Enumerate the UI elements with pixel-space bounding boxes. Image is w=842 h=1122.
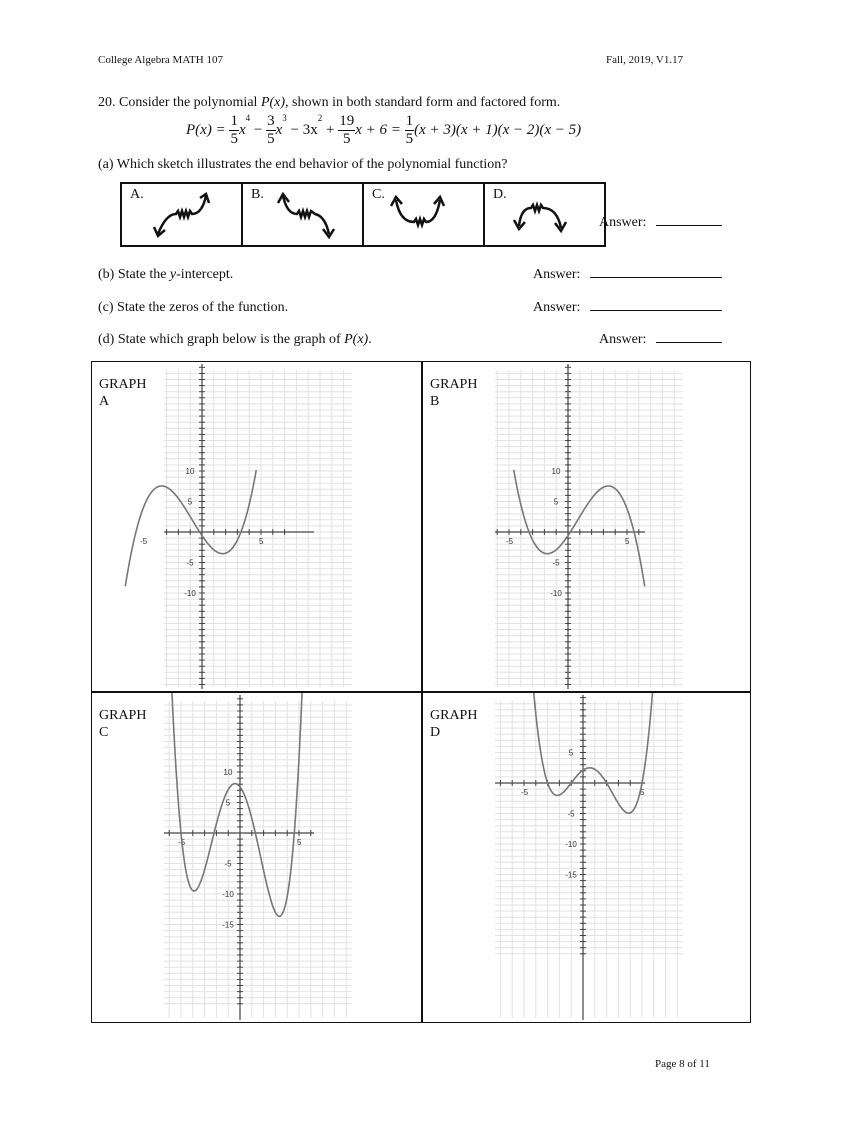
graph-c-plot bbox=[92, 693, 421, 1022]
exp-2: 2 bbox=[317, 113, 323, 123]
graph-c[interactable] bbox=[92, 693, 422, 1024]
factored-form: (x + 3)(x + 1)(x − 2)(x − 5) bbox=[414, 121, 582, 138]
answer-d-blank[interactable] bbox=[656, 342, 722, 343]
part-b-text bbox=[98, 267, 233, 283]
graph-d-title: GRAPH D bbox=[430, 708, 478, 740]
end-behavior-sketch-b bbox=[243, 184, 362, 245]
sketch-label: A. bbox=[130, 187, 144, 202]
x-tick-label: -5 bbox=[506, 537, 514, 546]
answer-d bbox=[599, 332, 722, 348]
intro-text-pre: Consider the polynomial bbox=[115, 95, 261, 110]
graphs-grid bbox=[91, 361, 751, 1023]
y-tick-label: -10 bbox=[565, 840, 577, 849]
x-tick-label: -5 bbox=[521, 788, 529, 797]
question-number: 20. bbox=[98, 95, 116, 110]
end-behavior-sketch-c bbox=[364, 184, 483, 245]
sketch-label: D. bbox=[493, 187, 507, 202]
graph-b-title: GRAPH B bbox=[430, 377, 478, 409]
term-version: Fall, 2019, V1.17 bbox=[606, 54, 684, 66]
part-b-pre: (b) State the bbox=[98, 267, 170, 282]
y-tick-label: 5 bbox=[225, 798, 231, 808]
end-behavior-sketch-a bbox=[122, 184, 241, 245]
part-b-var: y bbox=[169, 267, 177, 282]
sketch-label: B. bbox=[251, 187, 264, 202]
y-tick-label: 5 bbox=[568, 748, 574, 758]
y-tick-label: 5 bbox=[187, 497, 193, 507]
question-intro bbox=[98, 95, 560, 111]
sketch-label: C. bbox=[372, 187, 385, 202]
answer-b bbox=[533, 267, 722, 283]
exp-3: 3 bbox=[282, 113, 287, 123]
part-d-pre: (d) State which graph below is the graph of bbox=[98, 332, 345, 347]
y-tick-label: -5 bbox=[224, 859, 232, 869]
answer-label: Answer: bbox=[533, 300, 581, 315]
polynomial-formula bbox=[186, 113, 581, 148]
part-d-post: . bbox=[368, 332, 372, 347]
sketch-option-b[interactable] bbox=[242, 183, 363, 246]
y-tick-label: -10 bbox=[550, 589, 562, 598]
intro-text-post: , shown in both standard form and factored form. bbox=[285, 95, 561, 110]
y-tick-label: -5 bbox=[567, 809, 575, 819]
fraction-3: $\frac{19}{5}$ bbox=[339, 113, 355, 147]
end-behavior-sketch-d bbox=[485, 184, 604, 245]
answer-label: Answer: bbox=[599, 215, 647, 230]
fraction-4: $\frac{1}{5}$ bbox=[405, 113, 414, 147]
var-x: x bbox=[275, 121, 283, 138]
part-b-post: -intercept. bbox=[176, 267, 234, 282]
part-d-fn: P(x) bbox=[344, 332, 369, 347]
x-tick-label: 5 bbox=[640, 788, 645, 797]
y-tick-label: 10 bbox=[185, 467, 195, 476]
graph-a[interactable] bbox=[92, 362, 422, 693]
sketch-option-a[interactable] bbox=[121, 183, 242, 246]
sketch-option-c[interactable] bbox=[363, 183, 484, 246]
graph-a-plot bbox=[92, 362, 421, 691]
y-tick-label: -15 bbox=[222, 920, 234, 930]
graph-b-plot bbox=[423, 362, 752, 691]
answer-c bbox=[533, 300, 722, 316]
y-tick-label: -5 bbox=[552, 558, 560, 568]
term-x-plus-6: x + 6 = bbox=[355, 121, 405, 138]
y-tick-label: 10 bbox=[223, 768, 233, 777]
y-tick-label: 5 bbox=[553, 497, 559, 507]
course-title: College Algebra MATH 107 bbox=[98, 54, 223, 66]
exp-4: 4 bbox=[245, 113, 251, 123]
x-tick-label: 5 bbox=[297, 838, 302, 847]
intro-function: P(x) bbox=[260, 95, 286, 110]
x-tick-label: 5 bbox=[259, 537, 264, 546]
y-tick-label: -10 bbox=[222, 890, 234, 899]
end-behavior-table bbox=[120, 182, 606, 247]
part-a-text: (a) Which sketch illustrates the end behavior of the polynomial function? bbox=[98, 157, 508, 172]
op-minus: − bbox=[250, 121, 267, 138]
answer-a-blank[interactable] bbox=[656, 225, 722, 226]
answer-label: Answer: bbox=[533, 267, 581, 282]
page-number: Page 8 of 11 bbox=[655, 1058, 710, 1070]
fraction-2: $\frac{3}{5}$ bbox=[267, 113, 275, 147]
graph-d[interactable] bbox=[423, 693, 753, 1024]
y-tick-label: -15 bbox=[565, 870, 577, 880]
x-tick-label: -5 bbox=[178, 838, 186, 847]
formula-lhs: P(x) = bbox=[186, 121, 230, 138]
part-c-text: (c) State the zeros of the function. bbox=[98, 300, 289, 315]
answer-a bbox=[599, 215, 722, 231]
y-tick-label: -5 bbox=[186, 558, 194, 568]
var-x: x bbox=[238, 121, 246, 138]
x-tick-label: 5 bbox=[625, 537, 630, 546]
graph-b[interactable] bbox=[423, 362, 753, 693]
answer-label: Answer: bbox=[599, 332, 647, 347]
answer-b-blank[interactable] bbox=[590, 277, 722, 278]
fraction-1: $\frac{1}{5}$ bbox=[230, 113, 238, 147]
y-tick-label: 10 bbox=[551, 467, 561, 476]
sketch-option-d[interactable] bbox=[484, 183, 605, 246]
graph-c-title: GRAPH C bbox=[99, 708, 147, 740]
part-d-text bbox=[98, 332, 372, 348]
op-plus: + bbox=[322, 121, 339, 138]
graph-a-title: GRAPH A bbox=[99, 377, 147, 409]
polynomial-curve bbox=[171, 693, 303, 916]
answer-c-blank[interactable] bbox=[590, 310, 722, 311]
y-tick-label: -10 bbox=[184, 589, 196, 598]
x-tick-label: -5 bbox=[140, 537, 148, 546]
graph-d-plot bbox=[423, 693, 752, 1022]
term-3x: − 3x bbox=[286, 121, 318, 138]
